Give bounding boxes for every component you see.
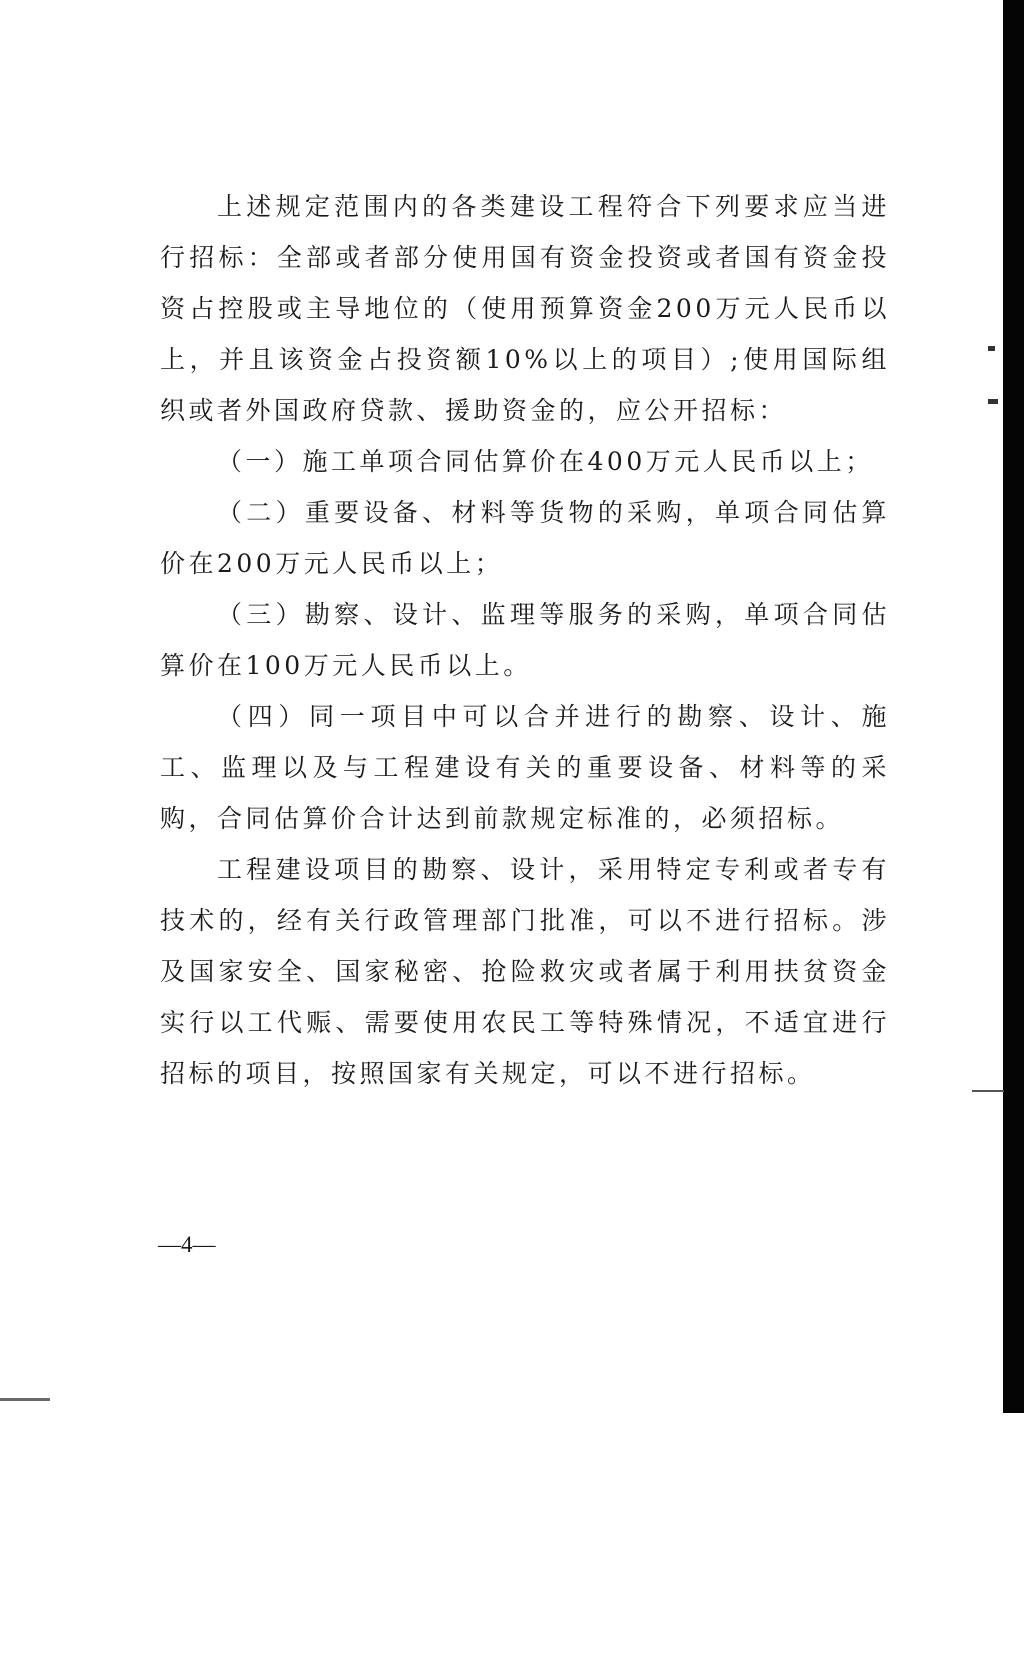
page-number: —4—	[158, 1232, 216, 1257]
paragraph-exemption: 工程建设项目的勘察、设计，采用特定专利或者专有技术的，经有关行政管理部门批准，可以不进行招标。涉及国家安全、国家秘密、抢险救灾或者属于利用扶贫资金实行以工代赈、需要使用农民工等特殊情况，不适宜进行招标的项目，按照国家有关规定，可以不进行招标。	[160, 855, 890, 1088]
body-text	[160, 181, 890, 1099]
paragraph-item-1: （一）施工单项合同估算价在400万元人民币以上；	[217, 447, 874, 476]
paragraph-item-2: （二）重要设备、材料等货物的采购，单项合同估算价在200万元人民币以上；	[160, 498, 890, 578]
paragraph-item-4: （四）同一项目中可以合并进行的勘察、设计、施工、监理以及与工程建设有关的重要设备、材料等的采购，合同估算价合计达到前款规定标准的，必须招标。	[160, 702, 890, 833]
paragraph-item-3: （三）勘察、设计、监理等服务的采购，单项合同估算价在100万元人民币以上。	[160, 600, 890, 680]
scan-mark	[972, 1090, 1004, 1092]
paragraph-intro: 上述规定范围内的各类建设工程符合下列要求应当进行招标：全部或者部分使用国有资金投资或者国有资金投资占控股或主导地位的（使用预算资金200万元人民币以上，并且该资金占投资额10%以上的项目）;使用国际组织或者外国政府贷款、援助资金的，应公开招标：	[160, 192, 890, 425]
scan-edge-line	[0, 1398, 50, 1401]
scan-edge-border	[1003, 0, 1024, 1413]
scan-mark	[988, 346, 995, 351]
scan-mark	[988, 399, 998, 404]
